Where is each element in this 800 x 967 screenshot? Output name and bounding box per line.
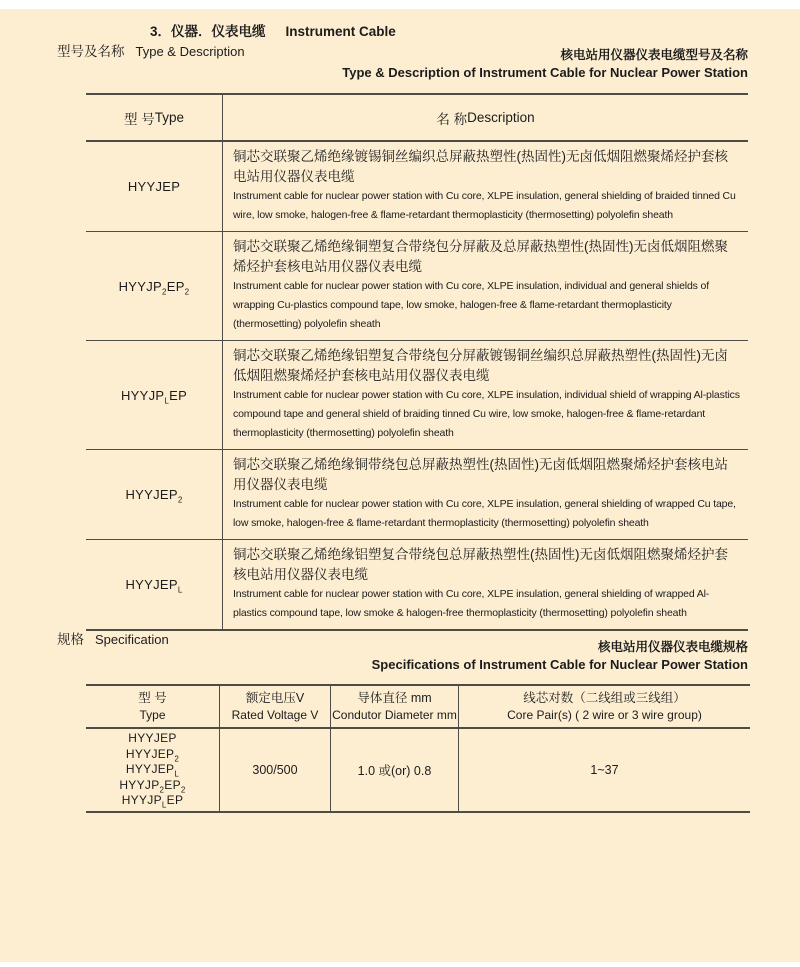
type-section-label-zh: 型号及名称	[57, 44, 125, 59]
cable-description-cell	[222, 232, 748, 340]
type-table-header-type: 型 号 Type	[123, 110, 185, 127]
cable-type-code: HYYJEP	[127, 179, 181, 194]
type-section-label	[57, 40, 245, 60]
spec-header-core-pairs: 线芯对数（二线组或三线组） Core Pair(s) ( 2 wire or 3 wire group)	[458, 686, 750, 727]
table-row	[86, 540, 748, 629]
description-en: Instrument cable for nuclear power station with Cu core, XLPE insulation, general shielding of wrapped Al-plastics compound tape, low smoke & halogen-free thermoplasticity (thermosetting) polyolefin sheath	[233, 588, 710, 619]
type-section-label-en: Type & Description	[135, 44, 245, 59]
page-background	[0, 9, 800, 962]
type-description-table	[86, 93, 748, 631]
table-row	[86, 142, 748, 232]
spec-core-pairs-value: 1~37	[458, 729, 750, 811]
cable-type-code: $HYYJP_LEP$	[120, 387, 188, 406]
cable-description-cell	[222, 450, 748, 539]
spec-section-label-zh: 规格	[57, 632, 84, 647]
type-table-header-description: 名 称 Description	[222, 95, 748, 140]
type-section-caption-en: Type & Description of Instrument Cable for Nuclear Power Station	[342, 65, 748, 80]
spec-section-caption-en: Specifications of Instrument Cable for Nuclear Power Station	[371, 657, 748, 672]
page-title-zh: 3．仪器．仪表电缆	[150, 24, 266, 39]
spec-section-caption	[372, 640, 748, 672]
table-row	[86, 232, 748, 341]
spec-conductor-diameter-value: 1.0 或(or) 0.8	[330, 729, 458, 811]
spec-rated-voltage-value: 300/500	[219, 729, 330, 811]
page-title	[150, 20, 396, 40]
cable-type-code: $HYYJP_2EP_2$	[118, 278, 190, 297]
description-zh: 铜芯交联聚乙烯绝缘铜带绕包总屏蔽热塑性(热固性)无卤低烟阻燃聚烯烃护套核电站用仪器仪表电缆	[233, 457, 728, 492]
table-row	[86, 450, 748, 540]
spec-header-conductor-diameter: 导体直径 mm Condutor Diameter mm	[330, 686, 458, 727]
description-zh: 铜芯交联聚乙烯绝缘铜塑复合带绕包分屏蔽及总屏蔽热塑性(热固性)无卤低烟阻燃聚烯烃护套核电站用仪器仪表电缆	[233, 239, 728, 274]
specification-table	[86, 684, 750, 813]
spec-table-data-row	[86, 729, 750, 811]
spec-type-list: HYYJEP $HYYJEP_2$ $HYYJEP_L$ $HYYJP_2EP_2$ $HYYJP_LEP$	[119, 731, 186, 810]
description-zh: 铜芯交联聚乙烯绝缘铝塑复合带绕包分屏蔽镀锡铜丝编织总屏蔽热塑性(热固性)无卤低烟阻燃聚烯烃护套核电站用仪器仪表电缆	[233, 348, 728, 383]
cable-type-code: $HYYJEP_2$	[125, 487, 183, 505]
spec-header-type: 型 号 Type	[138, 690, 167, 722]
description-en: Instrument cable for nuclear power station with Cu core, XLPE insulation, individual and general shields of wrapping Cu-plastics compound tape, low smoke, halogen-free & flame-retardant thermoplasticity (thermosetting) polyolefin sheath	[233, 280, 709, 330]
cable-description-cell	[222, 540, 748, 629]
description-zh: 铜芯交联聚乙烯绝缘镀锡铜丝编织总屏蔽热塑性(热固性)无卤低烟阻燃聚烯烃护套核电站用仪器仪表电缆	[233, 149, 728, 184]
cable-type-code: $HYYJEP_L$	[125, 577, 183, 595]
spec-section-label-en: Specification	[95, 632, 169, 647]
page-title-en: Instrument Cable	[285, 24, 396, 39]
cable-description-cell	[222, 341, 748, 449]
spec-section-label	[57, 628, 169, 648]
description-zh: 铜芯交联聚乙烯绝缘铝塑复合带绕包总屏蔽热塑性(热固性)无卤低烟阻燃聚烯烃护套核电站用仪器仪表电缆	[233, 547, 728, 582]
description-en: Instrument cable for nuclear power station with Cu core, XLPE insulation, general shielding of braided tinned Cu wire, low smoke, halogen-free & flame-retardant thermoplasticity (thermosetting) polyolefin sheath	[233, 190, 736, 221]
type-section-caption	[342, 48, 748, 80]
description-en: Instrument cable for nuclear power station with Cu core, XLPE insulation, individual shield of wrapping Al-plastics compound tape and general shield of braiding tinned Cu wire, low smoke, halogen-free & flame-retardant thermoplasticity (thermosetting) polyolefin sheath	[233, 389, 740, 439]
type-section-caption-zh: 核电站用仪器仪表电缆型号及名称	[560, 48, 748, 62]
spec-section-caption-zh: 核电站用仪器仪表电缆规格	[597, 640, 748, 654]
description-en: Instrument cable for nuclear power station with Cu core, XLPE insulation, general shielding of wrapped Cu tape, low smoke, halogen-free & flame-retardant thermoplasticity (thermosetting) polyolefin sheath	[233, 498, 736, 529]
cable-description-cell	[222, 142, 748, 231]
spec-table-header-row	[86, 686, 750, 729]
spec-header-rated-voltage: 额定电压V Rated Voltage V	[219, 686, 330, 727]
table-row	[86, 341, 748, 450]
type-table-header-row	[86, 95, 748, 142]
